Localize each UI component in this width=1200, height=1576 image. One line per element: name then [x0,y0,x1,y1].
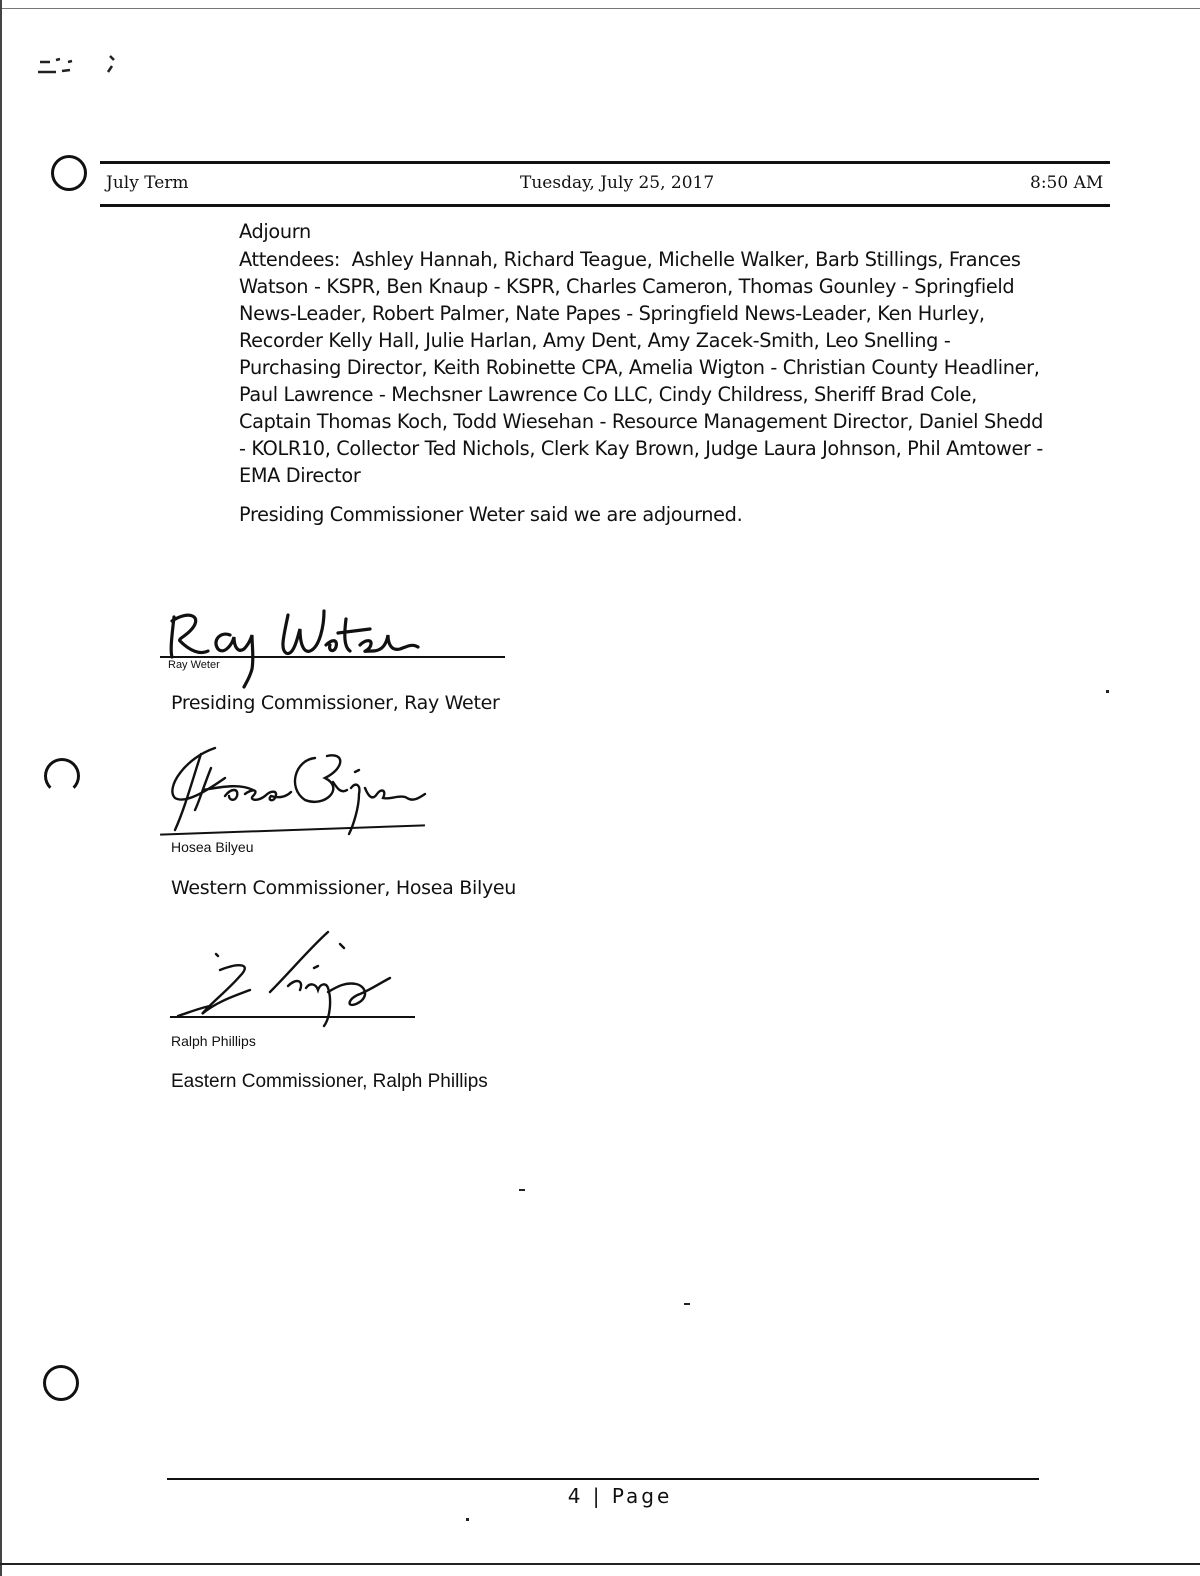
signature-hosea-bilyeu [155,738,455,838]
scan-speck [466,1518,469,1521]
scan-edge-left [0,0,2,1576]
signature-ralph-phillips [170,928,430,1028]
signer-title: Presiding Commissioner, Ray Weter [171,692,500,714]
header-rule-top [100,161,1110,164]
binder-hole-icon [51,155,87,191]
page-number: 4 | Page [567,1484,673,1508]
signer-printed-name: Ray Weter [168,659,220,671]
signature-line [170,1016,415,1018]
signature-ray-weter [160,595,460,690]
scan-edge-top [0,8,1200,9]
scan-edge-bottom [0,1563,1200,1565]
binder-hole-icon [43,1365,79,1401]
header-term: July Term [106,173,189,193]
attendees-list: Ashley Hannah, Richard Teague, Michelle Walker, Barb Stillings, Frances Watson - KSPR, Ben Knaup - KSPR, Charles Cameron, Thomas Gounley - Springfield News-Leader, Robert Palmer, Nate Papes - Springfield News-Leader, Ken Hurley, Recorder Kelly Hall, Julie Harlan, Amy Dent, Amy Zacek-Smith, Leo Snelling - Purchasing Director, Keith Robinette CPA, Amelia Wigton - Christian County Headliner, Paul Lawrence - Mechsner Lawrence Co LLC, Cindy Childress, Sheriff Brad Cole, Captain Thomas Koch, Todd Wiesehan - Resource Management Director, Daniel Shedd - KOLR10, Collector Ted Nichols, Clerk Kay Brown, Judge Laura Johnson, Phil Amtower - EMA Director [239,248,1044,487]
signature-line [160,656,505,658]
scan-speck [519,1189,525,1191]
section-heading: Adjourn [239,220,311,243]
scan-speck [684,1303,690,1305]
attendees-label: Attendees: [239,248,341,271]
binder-hole-icon [44,758,80,794]
signer-printed-name: Ralph Phillips [171,1033,256,1049]
attendees-paragraph [239,246,1049,489]
scan-marks [30,50,130,90]
signer-title: Western Commissioner, Hosea Bilyeu [171,877,517,899]
closing-statement: Presiding Commissioner Weter said we are adjourned. [239,503,743,526]
header-date: Tuesday, July 25, 2017 [520,173,715,193]
footer-rule [167,1478,1039,1480]
signer-printed-name: Hosea Bilyeu [171,839,254,855]
scan-speck [1106,690,1109,693]
header-time: 8:50 AM [1030,173,1104,193]
header-rule-bottom [100,204,1110,207]
signer-title: Eastern Commissioner, Ralph Phillips [171,1071,488,1092]
